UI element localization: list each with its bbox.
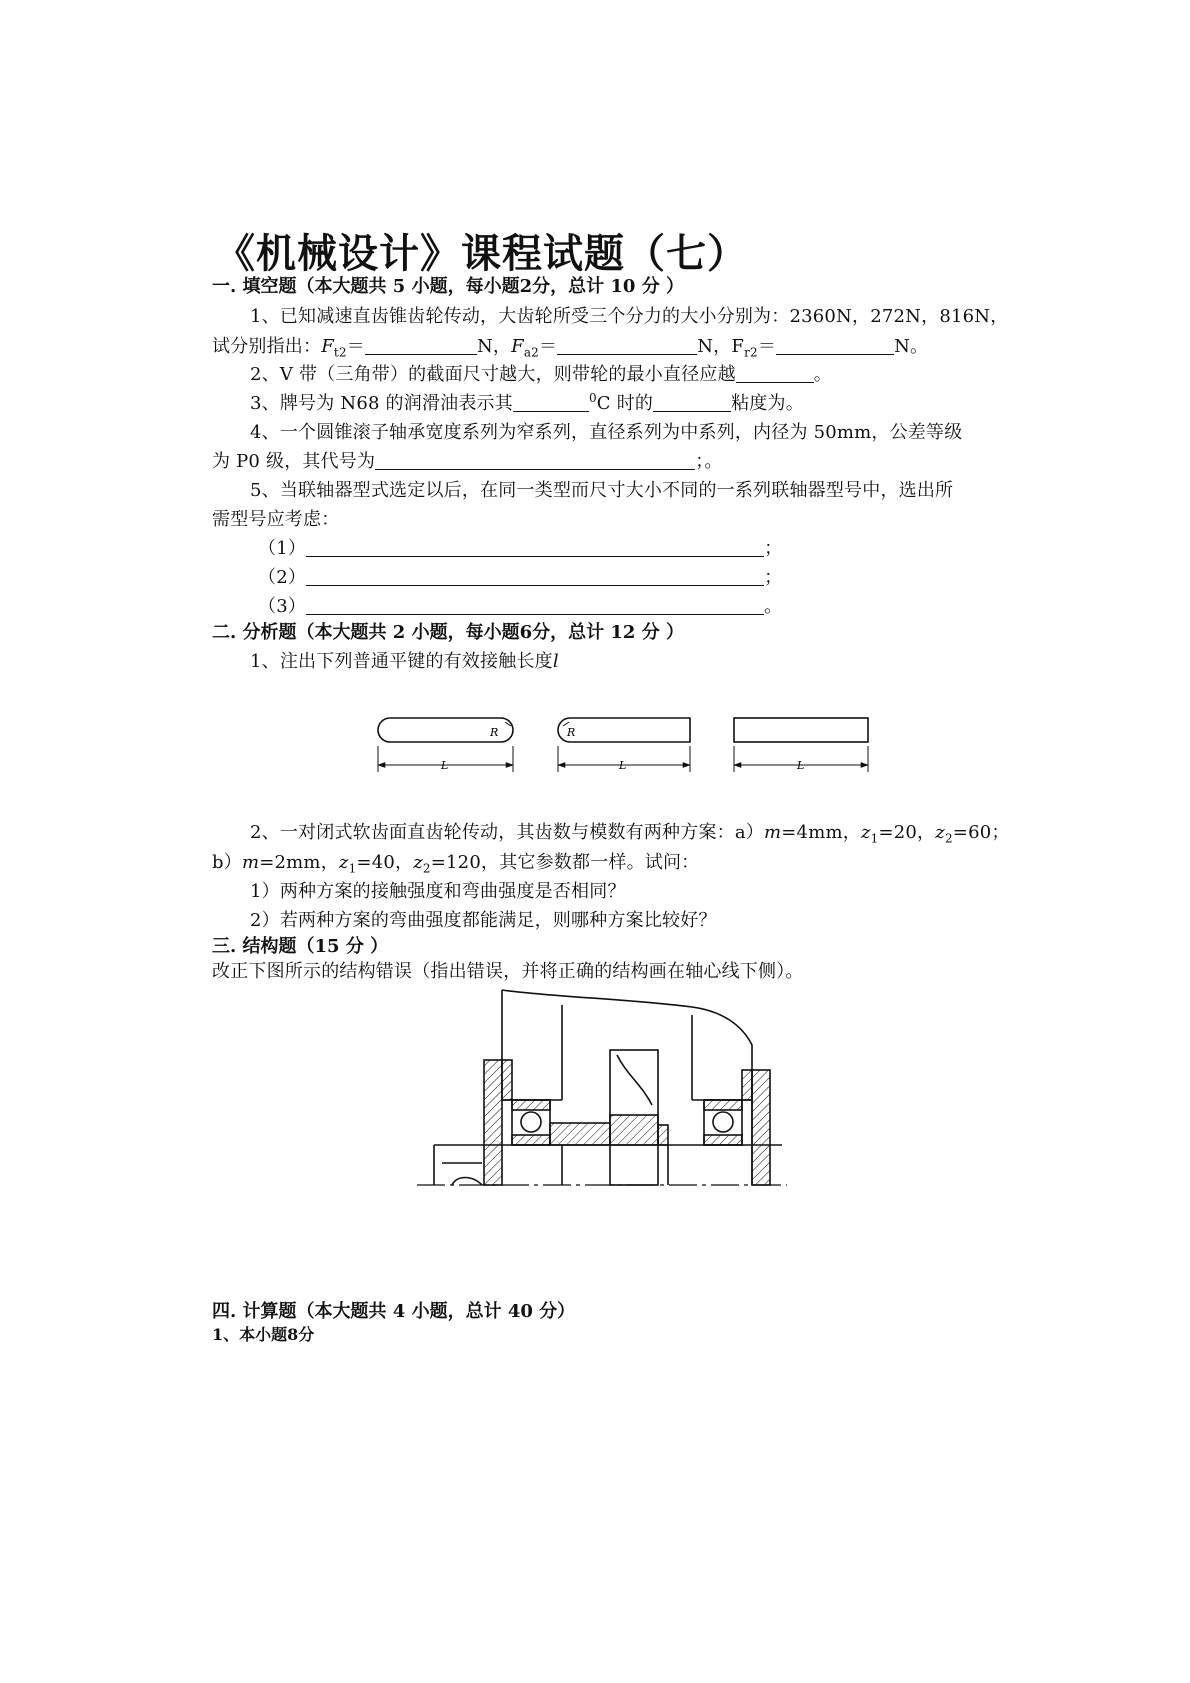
section-3-heading: 三. 结构题（15 分 ） bbox=[212, 936, 389, 957]
sec2-q2-line2 bbox=[212, 848, 699, 876]
spacer-sleeve bbox=[550, 1123, 610, 1145]
q5-item-2-blank[interactable] bbox=[306, 567, 764, 586]
sec2-q2-b-z2-val: =120，其它参数都一样。试问： bbox=[430, 852, 700, 873]
q1-unit2: N， bbox=[697, 336, 732, 357]
sec2-q2-b-z2-sub: 2 bbox=[422, 861, 431, 876]
q3-text-b: C 时的 bbox=[596, 393, 654, 414]
section-2-heading: 二. 分析题（本大题共 2 小题，每小题6分，总计 12 分 ） bbox=[212, 622, 684, 643]
q1-prefix: 试分别指出： bbox=[212, 336, 322, 357]
right-end-cover bbox=[752, 1070, 770, 1185]
shaft-structure-drawing bbox=[412, 985, 792, 1195]
page-title: 《机械设计》课程试题（七） bbox=[215, 231, 748, 277]
q1-end: N。 bbox=[894, 336, 929, 357]
left-end-cover bbox=[484, 1060, 502, 1185]
q2-blank[interactable] bbox=[736, 364, 814, 383]
sec2-q2-b-m-val: =2mm， bbox=[259, 852, 339, 873]
sec2-q2-b-z1-sub: 1 bbox=[348, 861, 357, 876]
q2-text: 2、V 带（三角带）的截面尺寸越大，则带轮的最小直径应越 bbox=[250, 364, 736, 385]
q5-item-3 bbox=[258, 592, 782, 618]
q1-force1-symbol: F bbox=[321, 336, 334, 357]
sec2-q2-z1-val: =20， bbox=[878, 822, 936, 843]
q1-blank-1[interactable] bbox=[365, 336, 477, 355]
q3-line bbox=[250, 389, 804, 415]
key-b-L: L bbox=[797, 759, 805, 772]
sec2-q2-b-z1: z bbox=[338, 852, 349, 873]
sec2-q1 bbox=[250, 647, 559, 673]
sec2-q2-m-val: =4mm， bbox=[781, 822, 861, 843]
sec2-q2-b-pre: b） bbox=[212, 852, 242, 873]
section-4-heading: 四. 计算题（本大题共 4 小题，总计 40 分） bbox=[212, 1301, 576, 1322]
sec3-desc: 改正下图所示的结构错误（指出错误，并将正确的结构画在轴心线下侧）。 bbox=[212, 961, 804, 982]
q1-force2-sub: a2 bbox=[523, 345, 540, 360]
q5-item-2-end: ； bbox=[764, 567, 783, 588]
q2-end: 。 bbox=[813, 364, 832, 385]
q3-text-a: 3、牌号为 N68 的润滑油表示其 bbox=[250, 393, 513, 414]
key-a-L: L bbox=[441, 759, 449, 772]
q1-eq1: ＝ bbox=[346, 336, 365, 357]
q1-eq2: ＝ bbox=[539, 336, 558, 357]
sec2-q2-z1-sub: 1 bbox=[870, 831, 879, 846]
q1-eq3: ＝ bbox=[757, 336, 777, 357]
q4-text-a: 为 P0 级，其代号为 bbox=[212, 451, 376, 472]
q1-force2-symbol: F bbox=[511, 336, 524, 357]
sec2-q2-z2-sub: 2 bbox=[944, 831, 953, 846]
sec2-q2-b-z1-val: =40， bbox=[356, 852, 414, 873]
q1-force1-sub: t2 bbox=[333, 345, 347, 360]
sec2-q2-z2: z bbox=[935, 822, 945, 843]
sec2-q2-line1 bbox=[250, 818, 1010, 846]
q5-item-1-label: （1） bbox=[258, 538, 307, 559]
q3-blank-1[interactable] bbox=[513, 393, 589, 412]
sec2-q2-z1: z bbox=[860, 822, 871, 843]
section-1-heading: 一. 填空题（本大题共 5 小题，每小题2分，总计 10 分 ） bbox=[212, 276, 684, 297]
q1-force3-symbol: F bbox=[731, 336, 745, 357]
q4-line1: 4、一个圆锥滚子轴承宽度系列为窄系列，直径系列为中系列，内径为 50mm，公差等级 bbox=[250, 422, 963, 443]
sec2-q1-var: l bbox=[552, 651, 559, 672]
q5-line1: 5、当联轴器型式选定以后，在同一类型而尺寸大小不同的一系列联轴器型号中，选出所 bbox=[250, 480, 954, 501]
sec2-q1-text: 1、注出下列普通平键的有效接触长度 bbox=[250, 651, 553, 672]
sec4-q1: 1、本小题8分 bbox=[212, 1325, 315, 1344]
q5-item-3-end: 。 bbox=[764, 596, 783, 617]
key-c-L: L bbox=[619, 759, 627, 772]
sec2-q2-z2-val: =60； bbox=[952, 822, 1010, 843]
q1-unit1: N， bbox=[476, 336, 512, 357]
q5-item-2 bbox=[258, 563, 782, 589]
key-c-R: R bbox=[567, 726, 576, 739]
q3-blank-2[interactable] bbox=[653, 393, 731, 412]
q5-item-3-blank[interactable] bbox=[306, 596, 764, 615]
q5-item-3-label: （3） bbox=[258, 596, 307, 617]
sec2-q2-text: 2、一对闭式软齿面直齿轮传动，其齿数与模数有两种方案：a） bbox=[250, 822, 764, 843]
q5-item-1-end: ； bbox=[764, 538, 783, 559]
q2-line bbox=[250, 360, 832, 386]
key-a-R: R bbox=[490, 726, 499, 739]
q1-line1: 1、已知减速直齿锥齿轮传动，大齿轮所受三个分力的大小分别为：2360N，272N，816N， bbox=[250, 306, 1009, 327]
q4-text-b: ；。 bbox=[695, 451, 723, 472]
sec2-q2-m: m bbox=[763, 822, 782, 843]
q4-line2 bbox=[212, 447, 723, 473]
q1-blank-2[interactable] bbox=[557, 336, 697, 355]
q4-blank[interactable] bbox=[375, 451, 695, 470]
flat-key-drawings bbox=[370, 712, 880, 782]
sec2-sub1: 1）两种方案的接触强度和弯曲强度是否相同？ bbox=[250, 881, 626, 902]
sec2-q2-b-z2: z bbox=[413, 852, 423, 873]
sec2-q2-b-m: m bbox=[241, 852, 260, 873]
q5-line2: 需型号应考虑： bbox=[212, 509, 340, 530]
q1-force3-sub: r2 bbox=[744, 345, 758, 360]
q5-item-2-label: （2） bbox=[258, 567, 307, 588]
q5-item-1 bbox=[258, 534, 782, 560]
q3-degree: 0 bbox=[588, 391, 597, 405]
q3-text-c: 粘度为。 bbox=[731, 393, 804, 414]
q5-item-1-blank[interactable] bbox=[306, 538, 764, 557]
housing-break-line bbox=[502, 990, 752, 1070]
q1-line2 bbox=[212, 332, 928, 360]
q1-blank-3[interactable] bbox=[776, 336, 894, 355]
sec2-sub2: 2）若两种方案的弯曲强度都能满足，则哪种方案比较好？ bbox=[250, 910, 717, 931]
